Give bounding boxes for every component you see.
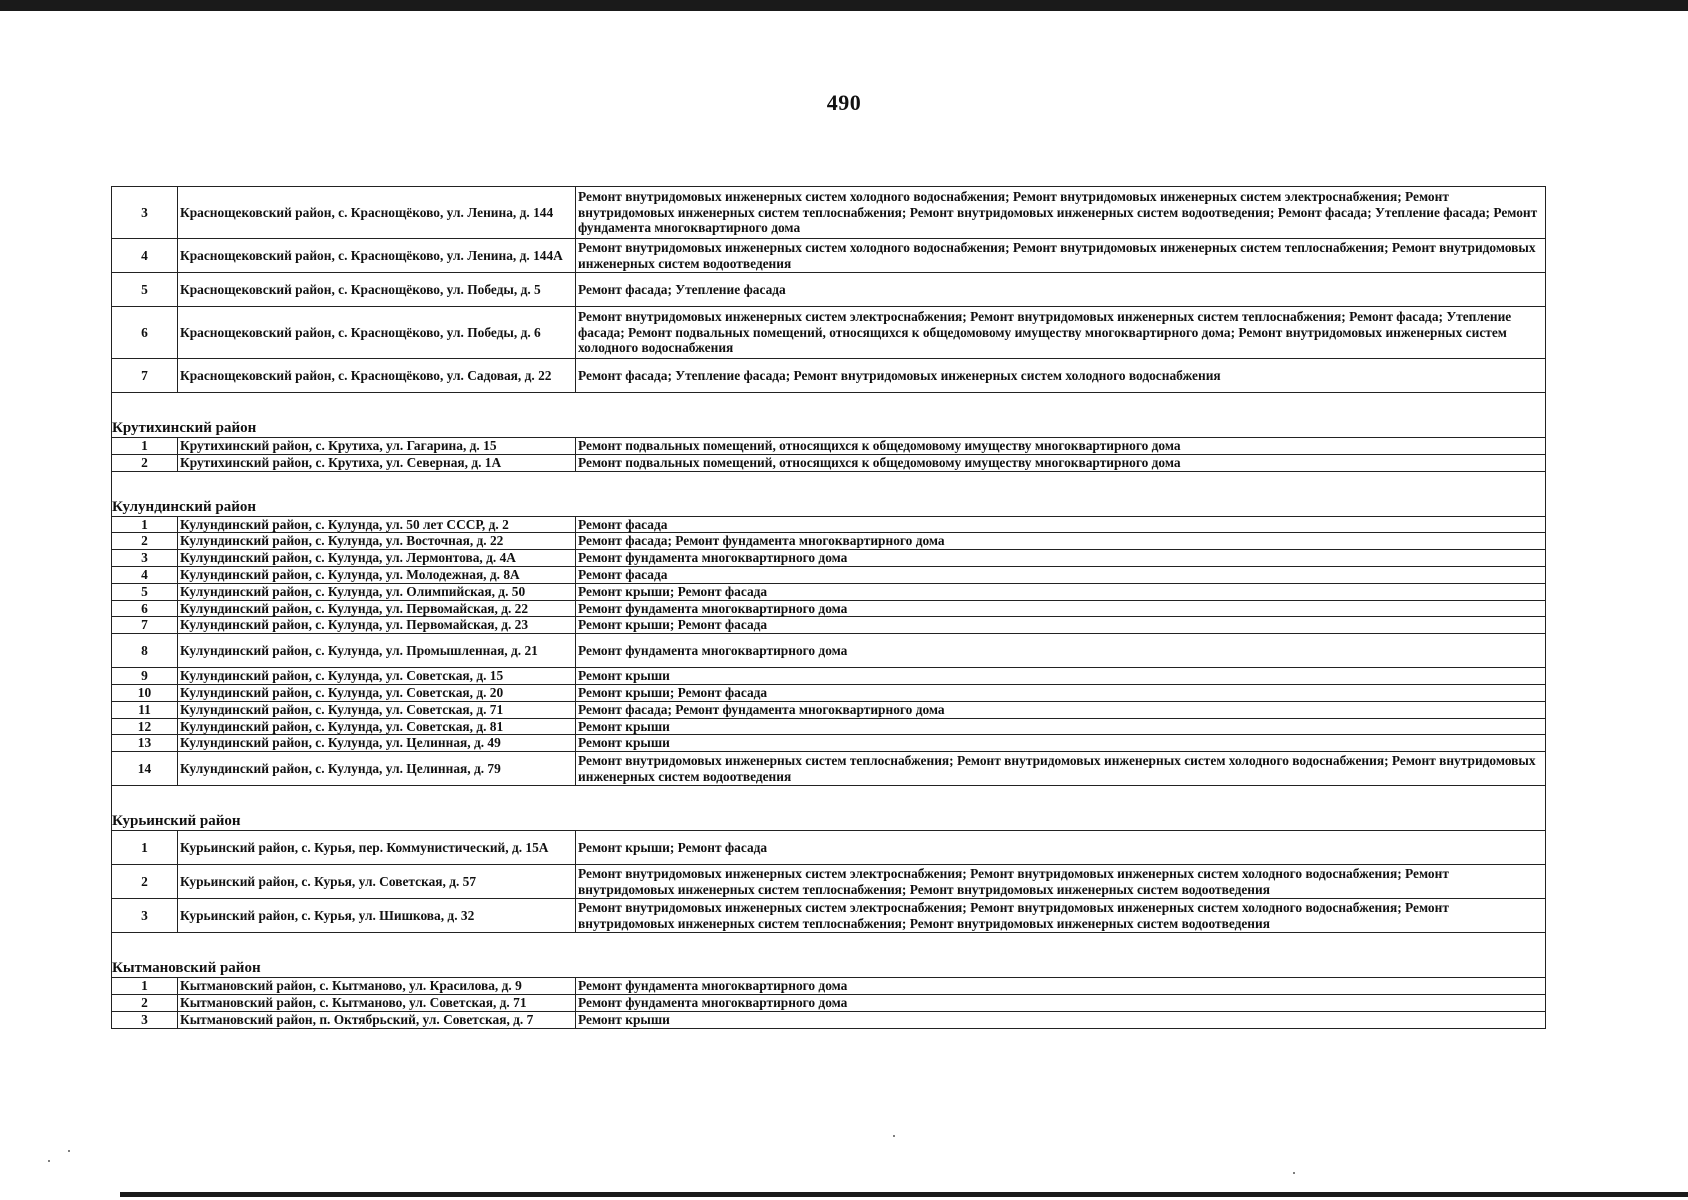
section-gap-cell — [112, 471, 1546, 498]
row-number: 11 — [112, 701, 178, 718]
scan-speck — [1293, 1172, 1295, 1174]
works-cell: Ремонт фасада; Ремонт фундамента многоквартирного дома — [576, 701, 1546, 718]
district-heading-row — [112, 959, 1546, 978]
scan-speck — [48, 1160, 50, 1162]
works-cell: Ремонт внутридомовых инженерных систем электроснабжения; Ремонт внутридомовых инженерных систем холодного водоснабжения; Ремонт внутридомовых инженерных систем теплоснабжения; Ремонт внутридомовых инженерных систем водоотведения — [576, 899, 1546, 933]
row-number: 5 — [112, 583, 178, 600]
address-cell: Крутихинский район, с. Крутиха, ул. Гагарина, д. 15 — [178, 438, 576, 455]
table-row — [112, 583, 1546, 600]
works-cell: Ремонт крыши; Ремонт фасада — [576, 583, 1546, 600]
repair-register-table — [111, 186, 1546, 1029]
section-gap — [112, 786, 1546, 813]
row-number: 2 — [112, 994, 178, 1011]
works-cell: Ремонт подвальных помещений, относящихся к общедомовому имуществу многоквартирного дома — [576, 454, 1546, 471]
table-row — [112, 454, 1546, 471]
table-row — [112, 701, 1546, 718]
table-row — [112, 899, 1546, 933]
address-cell: Кулундинский район, с. Кулунда, ул. 50 лет СССР, д. 2 — [178, 516, 576, 533]
table-row — [112, 865, 1546, 899]
row-number: 7 — [112, 617, 178, 634]
row-number: 10 — [112, 684, 178, 701]
address-cell: Кулундинский район, с. Кулунда, ул. Целинная, д. 79 — [178, 752, 576, 786]
table-row — [112, 438, 1546, 455]
table-row — [112, 634, 1546, 668]
district-heading-row — [112, 419, 1546, 438]
row-number: 7 — [112, 359, 178, 393]
row-number: 3 — [112, 550, 178, 567]
address-cell: Кулундинский район, с. Кулунда, ул. Молодежная, д. 8А — [178, 566, 576, 583]
address-cell: Кытмановский район, с. Кытманово, ул. Советская, д. 71 — [178, 994, 576, 1011]
scan-bottom-border — [120, 1192, 1688, 1197]
table-row — [112, 994, 1546, 1011]
section-gap — [112, 393, 1546, 420]
district-heading-row — [112, 812, 1546, 831]
table-row — [112, 752, 1546, 786]
section-gap — [112, 471, 1546, 498]
row-number: 12 — [112, 718, 178, 735]
works-cell: Ремонт подвальных помещений, относящихся к общедомовому имуществу многоквартирного дома — [576, 438, 1546, 455]
works-cell: Ремонт фасада; Утепление фасада — [576, 273, 1546, 307]
address-cell: Кытмановский район, с. Кытманово, ул. Красилова, д. 9 — [178, 978, 576, 995]
address-cell: Кытмановский район, п. Октябрьский, ул. Советская, д. 7 — [178, 1011, 576, 1028]
row-number: 8 — [112, 634, 178, 668]
row-number: 9 — [112, 668, 178, 685]
table-row — [112, 617, 1546, 634]
works-cell: Ремонт крыши — [576, 735, 1546, 752]
address-cell: Кулундинский район, с. Кулунда, ул. Восточная, д. 22 — [178, 533, 576, 550]
section-gap — [112, 933, 1546, 960]
works-cell: Ремонт фундамента многоквартирного дома — [576, 978, 1546, 995]
address-cell: Краснощековский район, с. Краснощёково, ул. Ленина, д. 144 — [178, 187, 576, 239]
works-cell: Ремонт крыши; Ремонт фасада — [576, 617, 1546, 634]
row-number: 3 — [112, 187, 178, 239]
table-row — [112, 735, 1546, 752]
works-cell: Ремонт фундамента многоквартирного дома — [576, 634, 1546, 668]
row-number: 2 — [112, 454, 178, 471]
scan-speck — [68, 1150, 70, 1152]
table-row — [112, 550, 1546, 567]
address-cell: Краснощековский район, с. Краснощёково, ул. Победы, д. 6 — [178, 307, 576, 359]
table-row — [112, 684, 1546, 701]
address-cell: Кулундинский район, с. Кулунда, ул. Советская, д. 81 — [178, 718, 576, 735]
row-number: 1 — [112, 516, 178, 533]
table-row — [112, 668, 1546, 685]
works-cell: Ремонт внутридомовых инженерных систем теплоснабжения; Ремонт внутридомовых инженерных систем холодного водоснабжения; Ремонт внутридомовых инженерных систем водоотведения — [576, 752, 1546, 786]
address-cell: Краснощековский район, с. Краснощёково, ул. Садовая, д. 22 — [178, 359, 576, 393]
works-cell: Ремонт крыши — [576, 668, 1546, 685]
works-cell: Ремонт крыши; Ремонт фасада — [576, 831, 1546, 865]
works-cell: Ремонт фасада — [576, 516, 1546, 533]
address-cell: Кулундинский район, с. Кулунда, ул. Олимпийская, д. 50 — [178, 583, 576, 600]
works-cell: Ремонт крыши; Ремонт фасада — [576, 684, 1546, 701]
table-row — [112, 566, 1546, 583]
works-cell: Ремонт фундамента многоквартирного дома — [576, 550, 1546, 567]
address-cell: Кулундинский район, с. Кулунда, ул. Первомайская, д. 23 — [178, 617, 576, 634]
scan-top-border — [0, 0, 1688, 11]
table-row — [112, 600, 1546, 617]
district-heading: Кытмановский район — [112, 959, 1546, 978]
works-cell: Ремонт внутридомовых инженерных систем электроснабжения; Ремонт внутридомовых инженерных систем холодного водоснабжения; Ремонт внутридомовых инженерных систем теплоснабжения; Ремонт внутридомовых инженерных систем водоотведения — [576, 865, 1546, 899]
scan-speck — [893, 1135, 895, 1137]
works-cell: Ремонт фасада; Ремонт фундамента многоквартирного дома — [576, 533, 1546, 550]
section-gap-cell — [112, 786, 1546, 813]
table-row — [112, 533, 1546, 550]
address-cell: Курьинский район, с. Курья, ул. Советская, д. 57 — [178, 865, 576, 899]
table-row — [112, 1011, 1546, 1028]
section-gap-cell — [112, 933, 1546, 960]
row-number: 1 — [112, 978, 178, 995]
row-number: 5 — [112, 273, 178, 307]
address-cell: Кулундинский район, с. Кулунда, ул. Советская, д. 71 — [178, 701, 576, 718]
district-heading-row — [112, 498, 1546, 517]
works-cell: Ремонт внутридомовых инженерных систем электроснабжения; Ремонт внутридомовых инженерных систем теплоснабжения; Ремонт фасада; Утепление фасада; Ремонт подвальных помещений, относящихся к общедомовому имуществу многоквартирного дома; Ремонт внутридомовых инженерных систем холодного водоснабжения — [576, 307, 1546, 359]
address-cell: Крутихинский район, с. Крутиха, ул. Северная, д. 1А — [178, 454, 576, 471]
address-cell: Курьинский район, с. Курья, пер. Коммунистический, д. 15А — [178, 831, 576, 865]
page-number: 490 — [826, 90, 862, 115]
row-number: 6 — [112, 600, 178, 617]
row-number: 13 — [112, 735, 178, 752]
table-row — [112, 718, 1546, 735]
table-row — [112, 978, 1546, 995]
row-number: 1 — [112, 831, 178, 865]
district-heading: Кулундинский район — [112, 498, 1546, 517]
row-number: 4 — [112, 239, 178, 273]
district-heading: Крутихинский район — [112, 419, 1546, 438]
works-cell: Ремонт фундамента многоквартирного дома — [576, 994, 1546, 1011]
table-row — [112, 516, 1546, 533]
works-cell: Ремонт фундамента многоквартирного дома — [576, 600, 1546, 617]
works-cell: Ремонт внутридомовых инженерных систем холодного водоснабжения; Ремонт внутридомовых инженерных систем теплоснабжения; Ремонт внутридомовых инженерных систем водоотведения — [576, 239, 1546, 273]
row-number: 14 — [112, 752, 178, 786]
address-cell: Курьинский район, с. Курья, ул. Шишкова, д. 32 — [178, 899, 576, 933]
table-row — [112, 831, 1546, 865]
table-row — [112, 239, 1546, 273]
district-heading: Курьинский район — [112, 812, 1546, 831]
address-cell: Кулундинский район, с. Кулунда, ул. Первомайская, д. 22 — [178, 600, 576, 617]
address-cell: Кулундинский район, с. Кулунда, ул. Лермонтова, д. 4А — [178, 550, 576, 567]
works-cell: Ремонт крыши — [576, 1011, 1546, 1028]
table-row — [112, 273, 1546, 307]
row-number: 6 — [112, 307, 178, 359]
row-number: 3 — [112, 1011, 178, 1028]
table-row — [112, 187, 1546, 239]
works-cell: Ремонт фасада; Утепление фасада; Ремонт внутридомовых инженерных систем холодного водоснабжения — [576, 359, 1546, 393]
row-number: 2 — [112, 533, 178, 550]
table-row — [112, 359, 1546, 393]
address-cell: Кулундинский район, с. Кулунда, ул. Целинная, д. 49 — [178, 735, 576, 752]
address-cell: Кулундинский район, с. Кулунда, ул. Советская, д. 20 — [178, 684, 576, 701]
works-cell: Ремонт крыши — [576, 718, 1546, 735]
works-cell: Ремонт внутридомовых инженерных систем холодного водоснабжения; Ремонт внутридомовых инженерных систем электроснабжения; Ремонт внутридомовых инженерных систем теплоснабжения; Ремонт внутридомовых инженерных систем водоотведения; Ремонт фасада; Утепление фасада; Ремонт фундамента многоквартирного дома — [576, 187, 1546, 239]
row-number: 2 — [112, 865, 178, 899]
section-gap-cell — [112, 393, 1546, 420]
address-cell: Кулундинский район, с. Кулунда, ул. Советская, д. 15 — [178, 668, 576, 685]
row-number: 3 — [112, 899, 178, 933]
table-row — [112, 307, 1546, 359]
address-cell: Кулундинский район, с. Кулунда, ул. Промышленная, д. 21 — [178, 634, 576, 668]
register-body — [112, 187, 1546, 1029]
address-cell: Краснощековский район, с. Краснощёково, ул. Победы, д. 5 — [178, 273, 576, 307]
row-number: 1 — [112, 438, 178, 455]
address-cell: Краснощековский район, с. Краснощёково, ул. Ленина, д. 144А — [178, 239, 576, 273]
row-number: 4 — [112, 566, 178, 583]
works-cell: Ремонт фасада — [576, 566, 1546, 583]
